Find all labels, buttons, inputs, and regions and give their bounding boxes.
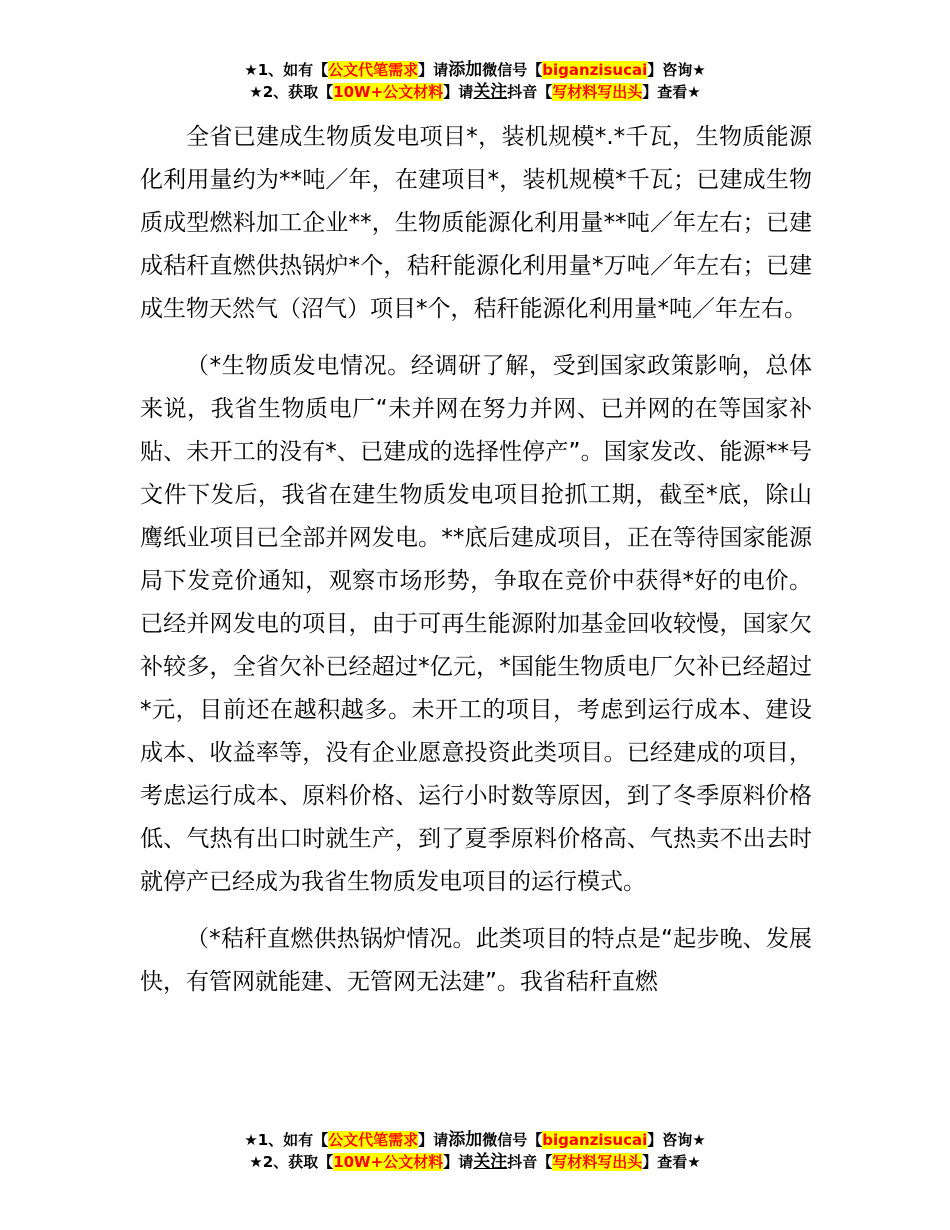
header-banner: [0, 59, 950, 103]
banner-highlight: 10W+公文材料: [333, 1153, 444, 1171]
banner-emphasis: 关注: [473, 1152, 508, 1172]
banner-text: ★2、获取【: [249, 83, 334, 101]
banner-text: 】查看★: [642, 83, 701, 101]
banner-highlight: 公文代笔需求: [328, 61, 419, 79]
banner-text: 】查看★: [642, 1153, 701, 1171]
banner-line-1: [0, 59, 950, 81]
banner-text: 】请: [418, 1131, 449, 1149]
document-body: [140, 116, 812, 1018]
banner-text: ★1、如有【: [244, 61, 329, 79]
banner-text: 】请: [443, 83, 474, 101]
banner-text: 微信号【: [482, 1131, 543, 1149]
banner-line-1: [0, 1129, 950, 1151]
paragraph: （*生物质发电情况。经调研了解，受到国家政策影响，总体来说，我省生物质电厂“未并网在努力并网、已并网的在等国家补贴、未开工的没有*、已建成的选择性停产”。国家发改、能源**号文件下发后，我省在建生物质发电项目抢抓工期，截至*底，除山鹰纸业项目已全部并网发电。**底后建成项目，正在等待国家能源局下发竞价通知，观察市场形势，争取在竞价中获得*好的电价。已经并网发电的项目，由于可再生能源附加基金回收较慢，国家欠补较多，全省欠补已经超过*亿元，*国能生物质电厂欠补已经超过*元，目前还在越积越多。未开工的项目，考虑到运行成本、建设成本、收益率等，没有企业愿意投资此类项目。已经建成的项目，考虑运行成本、原料价格、运行小时数等原因，到了冬季原料价格低、气热有出口时就生产，到了夏季原料价格高、气热卖不出去时就停产已经成为我省生物质发电项目的运行模式。: [140, 353, 812, 895]
banner-highlight: biganzisucai: [542, 1131, 648, 1149]
banner-text: 】请: [418, 61, 449, 79]
footer-banner: [0, 1129, 950, 1173]
banner-text: 微信号【: [482, 61, 543, 79]
banner-highlight: 写材料写出头: [552, 83, 643, 101]
banner-highlight: 10W+公文材料: [333, 83, 444, 101]
banner-emphasis: 添加: [448, 1130, 483, 1150]
banner-highlight: biganzisucai: [542, 61, 648, 79]
banner-emphasis: 关注: [473, 82, 508, 102]
banner-text: ★2、获取【: [249, 1153, 334, 1171]
paragraph: （*秸秆直燃供热锅炉情况。此类项目的特点是“起步晚、发展快，有管网就能建、无管网无法建”。我省秸秆直燃: [140, 926, 812, 995]
banner-line-2: [0, 81, 950, 103]
banner-emphasis: 添加: [448, 60, 483, 80]
banner-text: ★1、如有【: [244, 1131, 329, 1149]
paragraph: 全省已建成生物质发电项目*，装机规模*.*千瓦，生物质能源化利用量约为**吨／年，在建项目*，装机规模*千瓦；已建成生物质成型燃料加工企业**，生物质能源化利用量**吨／年左右；已建成秸秆直燃供热锅炉*个，秸秆能源化利用量*万吨／年左右；已建成生物天然气（沼气）项目*个，秸秆能源化利用量*吨／年左右。: [140, 124, 812, 322]
banner-line-2: [0, 1151, 950, 1173]
banner-text: 】咨询★: [647, 1131, 706, 1149]
banner-text: 】请: [443, 1153, 474, 1171]
banner-text: 抖音【: [507, 1153, 553, 1171]
banner-highlight: 写材料写出头: [552, 1153, 643, 1171]
banner-text: 抖音【: [507, 83, 553, 101]
banner-highlight: 公文代笔需求: [328, 1131, 419, 1149]
banner-text: 】咨询★: [647, 61, 706, 79]
